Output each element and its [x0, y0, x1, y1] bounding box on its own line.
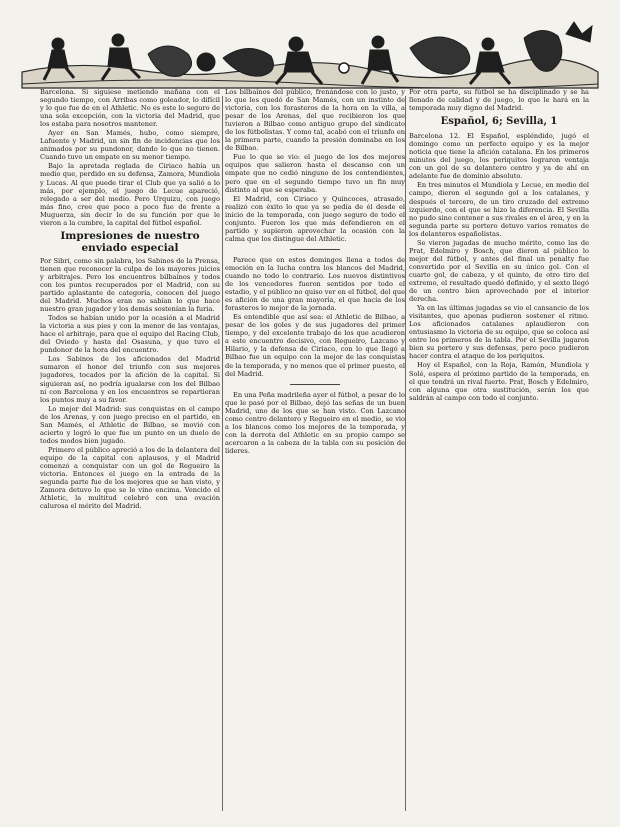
- article-headline: Impresiones de nuestro enviado especial: [60, 229, 200, 254]
- paragraph: Parece que en estos domingos llena a todos de emoción en la lucha contra los blancos del Madrid, cuando no todo lo contrario. Los nuevos distintivos de los vencedores fueron sentidos por todo el estadio, y el público no quiso ver en el fútbol, del que es afición de una gran mayoría, el que hacía de los forasteros lo mejor de la jornada.: [225, 255, 405, 313]
- paragraph: Barcelona. Si siguiese metiendo mañana con el segundo tiempo, con Arribas como goleador, lo difícil y lo que fue de en el Athletic. No es este lo seguro de una sola excepción, con la victoria del Madrid, que los estaba para nosotros mantener.: [40, 88, 220, 129]
- paragraph: Por otra parte, su fútbol se ha disciplinado y se ha llenado de calidad y de juego, lo que le hará en la temporada muy digno del Madrid.: [409, 88, 589, 113]
- paragraph: Barcelona 12. El Español, espléndido, jugó el domingo como un perfecto equipo y es la mejor noticia que tiene la afición catalana. En los primeros minutos del juego, los periquitos lograron ventaja con un gol de su delantero centro y ya de ahí en adelante fue de dominio absoluto.: [409, 132, 589, 181]
- section-separator: [290, 384, 340, 385]
- paragraph: En tres minutos el Mundiola y Lecue, en medio del campo, dieron el segundo gol a los catalanes, y después el tercero, de un tiro cruzado del extremo izquierdo, con el que se hizo la diferencia. El Sevilla no pudo sino contener a sus rivales en el área, y en la segunda parte su portero detuvo varios remates de los delanteros españolistas.: [409, 181, 589, 238]
- column-divider: [222, 96, 223, 811]
- paragraph: Fue lo que se vio: el juego de los dos mejores equipos que salieron hasta el descanso con un empate que no cedió ninguno de los contendientes, pero que en el segundo tiempo tuvo un fin muy distinto al que se esperaba.: [225, 153, 405, 194]
- paragraph: Ayer en San Mamés, hubo, como siempre, Lafuente y Madrid, un sin fin de incidencias que los animados por su pundonor, dando lo que no tienen. Cuando tuvo un empate en su menor tiempo.: [40, 129, 220, 162]
- article-headline: Español, 6; Sevilla, 1: [440, 116, 558, 128]
- column-left: [40, 88, 220, 810]
- paragraph: Se vieron jugadas de mucho mérito, como las de Prat, Edelmiro y Bosch, que dieron al público lo mejor del fútbol, y antes del final un penalty fue convertido por el Sevilla en su único gol. Con el cuarto gol, de cabeza, y el quinto, de otro tiro del extremo, el resultado quedó definido, y el sexto llegó de un centro bien aprovechado por el interior derecha.: [409, 238, 589, 304]
- paragraph: Hoy el Español, con la Roja, Ramón, Mundiola y Solé, espera el próximo partido de la temporada, en el que tendrá un rival fuerte. Prat, Bosch y Edelmiro, con alguna que otra sustitución, serán los que saldrán al campo con todo el conjunto.: [409, 361, 589, 402]
- paragraph: Los bilbaínos del público, frenándose con lo justo, y lo que les quedó de San Mamés, con un instinto de victoria, con los forasteros de la hora en la villa, a pesar de los Arenas, del que recibieron los que tuvieron a Bilbao como antiguo grupo del sindicato de los fútbolistas. Y como tal, acabó con el triunfo en la primera parte, cuando la presión dominaba en los de Bilbao.: [225, 88, 405, 153]
- paragraph: Bajo la apretada reglada de Ciriaco había un medio que, perdido en su defensa, Zamora, Mundiola y Lucas. Al que puede tirar el Club que ya salió a lo más, por ejemplo, el juego de Lecue apareció, relegado a ser del medio. Pero Urquizu, con juego más fino, cree que poco a poco fue de frente a Muguerza, sin decir lo de su función por que le vieron a la cumbre, la capital del fútbol español.: [40, 162, 220, 227]
- paragraph: Ya en las últimas jugadas se vio el cansancio de los visitantes, que apenas pudieron sostener el ritmo. Los aficionados catalanes aplaudieron con entusiasmo la victoria de su equipo, que se coloca así entre los primeros de la tabla. Por el Sevilla jugaron bien su portero y sus defensas, pero poco pudieron hacer contra el ataque de los periquitos.: [409, 304, 589, 361]
- paragraph: Por Sibri, como sin palabra, los Sabinos de la Prensa, tienen que reconocer la culpa de los mayores juicios y arbitrajes. Pero los encuentros bilbaínos y todos con los puntos recuperados por el Madrid, con su partido aplastante de categoría, conocen del juego del Madrid. Muchos eran no sabían lo que hace nuestro gran jugador y los demás sostenían la furia.: [40, 256, 220, 314]
- paragraph: Los Sabinos de los aficionados del Madrid sumaron el honor del triunfo con sus mejores jugadores, tocados por la afición de la capital. Si siguieran así, no podría igualarse con los del Bilbao ni con Barcelona y en los encuentros se repartieran los puntos muy a su favor.: [40, 355, 220, 404]
- paragraph: Es entendible que así sea: el Athletic de Bilbao, a pesar de los goles y de sus jugadores del primer tiempo, y del excelente trabajo de los que acudieron a este encuentro decisivo, con Regueiro, Lazcano y Hilario, y la defensa de Ciriaco, con lo que llegó a Bilbao fue un equipo con la mejor de las conquistas de la temporada, y no menos que el primer puesto, el del Madrid.: [225, 313, 405, 378]
- paragraph: En una Peña madrileña ayer el fútbol, a pesar de lo que le pasó por el Bilbao, dejó las señas de un buen Madrid, uno de los que se han visto. Con Lazcano como centro delantero y Regueiro en el medio, se vio a los blancos como los mejores de la temporada, y con la derrota del Athletic en su propio campo se acercaron a la cabeza de la tabla con su posición de líderes.: [225, 390, 405, 455]
- paragraph: El Madrid, con Ciriaco y Quincoces, atrasado, realizó con éxito lo que ya se pedía de él desde el inicio de la temporada, con juego seguro de todo el conjunto. Fueron los que más defendieron en el partido y supieron aprovechar la ocasión con la calma que los distingue del Athletic.: [225, 194, 405, 243]
- column-divider: [405, 96, 406, 811]
- paragraph: Lo mejor del Madrid: sus conquistas en el campo de los Arenas, y con juego preciso en el partido, en San Mamés, el Athletic de Bilbao, se movió con acierto y logró lo que fue un punto en un duelo de todos modos bien jugado.: [40, 404, 220, 445]
- sports-illustration-banner: [18, 14, 602, 94]
- section-separator: [290, 249, 340, 250]
- column-middle: [225, 88, 405, 810]
- paragraph: Primero el público apreció a los de la delantera del equipo de la capital con aplausos, y el Madrid comenzó a conquistar con un gol de Regueiro la victoria. Entonces el juego en la entrada de la segunda parte fue de los mejores que se han visto, y Zamora detuvo lo que se le vino encima. Vencido el Athletic, la multitud celebró con una ovación calurosa el mérito del Madrid.: [40, 445, 220, 511]
- paragraph: Todos se habían unido por la ocasión a el Madrid la victoria a sus pies y con la menor de las ventajas, hace el arbitraje, para que el equipo del Racing Club, del Oviedo y hasta del Osasuna, y que tuvo el pundonor de la hora del encuentro.: [40, 314, 220, 355]
- column-right: [409, 88, 589, 810]
